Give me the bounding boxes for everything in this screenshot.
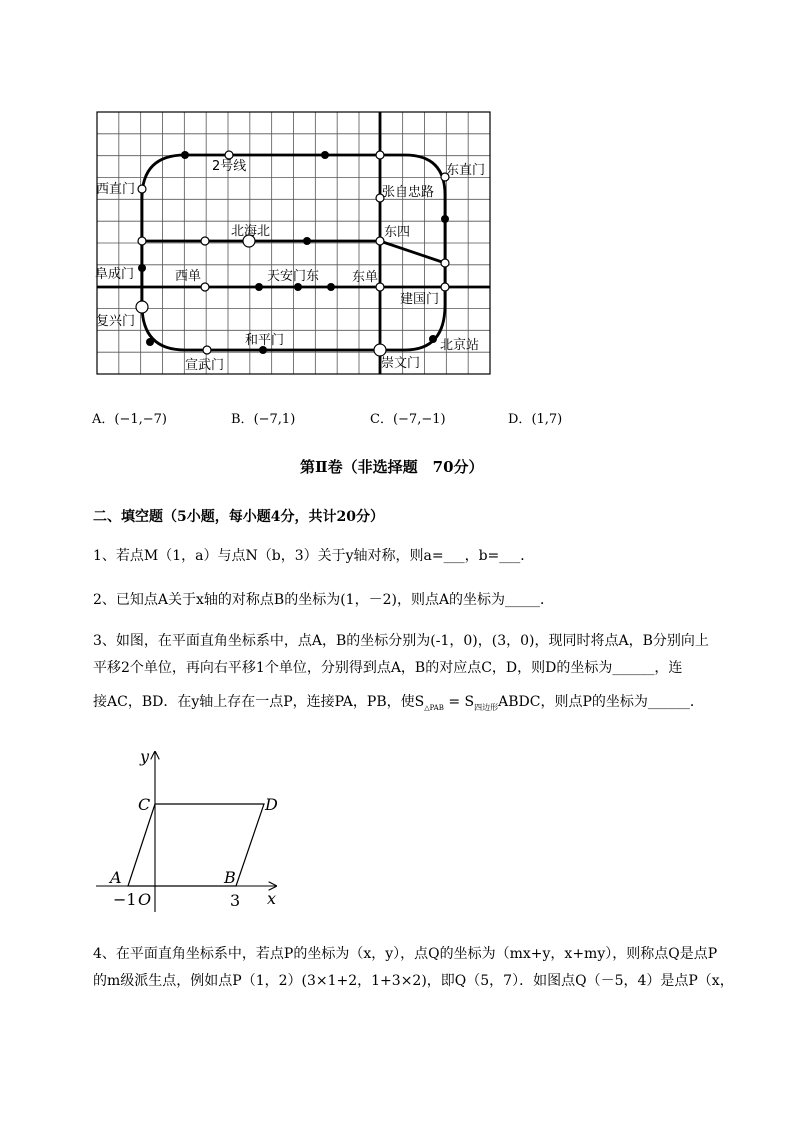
station-open xyxy=(441,259,449,267)
tick-3: 3 xyxy=(230,891,241,910)
point-B-label: B xyxy=(224,868,236,887)
label-fuxingmen: 复兴门 xyxy=(96,314,136,329)
station-fuxingmen xyxy=(136,301,148,313)
option-d xyxy=(508,408,562,427)
option-b xyxy=(231,408,295,427)
option-b-value: (−7,1) xyxy=(253,412,296,427)
coordinate-figure xyxy=(90,742,290,912)
question-1: 1、若点M（1，a）与点N（b，3）关于y轴对称，则a=___，b=___． xyxy=(93,548,535,564)
point-C-label: C xyxy=(138,795,151,814)
label-line2: 2号线 xyxy=(212,159,247,174)
parallelogram-ABDC xyxy=(128,804,264,886)
q3-sub-triangle: △PAB xyxy=(424,703,444,712)
q3-text-b: = S xyxy=(443,694,475,710)
part-title: 第Ⅱ卷（非选择题 70分） xyxy=(300,458,484,476)
label-tiananmendong: 天安门东 xyxy=(267,269,320,284)
station-dot xyxy=(303,237,311,245)
label-beijingzhan: 北京站 xyxy=(440,338,480,353)
label-jianguomen: 建国门 xyxy=(400,292,440,307)
station-dot xyxy=(146,338,154,346)
station-xizhimen xyxy=(138,185,146,193)
option-d-label: D． xyxy=(508,412,532,427)
label-xidan: 西单 xyxy=(175,269,202,284)
point-A-label: A xyxy=(110,868,122,887)
option-c-label: C． xyxy=(370,412,393,427)
label-xuanwumen: 宣武门 xyxy=(185,358,225,373)
station-open xyxy=(201,237,209,245)
option-c-value: (−7,−1) xyxy=(392,412,446,427)
station-beijingzhan xyxy=(429,335,437,343)
tick-neg1: −1 xyxy=(113,890,137,909)
subway-map-figure xyxy=(95,111,493,376)
point-D-label: D xyxy=(265,795,278,814)
station-xidan xyxy=(201,283,209,291)
station-fuchengmen xyxy=(138,264,146,272)
station-xuanwumen xyxy=(203,346,211,354)
option-a-label: A． xyxy=(92,412,115,427)
question-3-line-1: 3、如图，在平面直角坐标系中，点A，B的坐标分别为(-1，0)，(3，0)，现同时将点A，B分别向上 xyxy=(93,633,709,649)
question-3-line-3 xyxy=(93,692,704,718)
station-dot xyxy=(294,283,302,291)
question-4-line-2: 的m级派生点，例如点P（1，2）(3×1+2，1+3×2)，即Q（5，7）．如图点Q（－5，4）是点P（x， xyxy=(93,973,734,989)
station-dot xyxy=(181,151,189,159)
label-dongdan: 东单 xyxy=(352,270,379,285)
q3-sub-quad: 四边形 xyxy=(474,702,499,712)
question-3-line-2: 平移2个单位，再向右平移1个单位，分别得到点A，B的对应点C，D，则D的坐标为______，连 xyxy=(93,660,683,676)
station-dot xyxy=(441,215,449,223)
label-dongzhimen: 东直门 xyxy=(446,163,486,178)
option-a xyxy=(92,408,167,427)
label-hepingmen: 和平门 xyxy=(245,333,285,348)
station-jianguomen xyxy=(441,283,449,291)
label-beihaibei: 北海北 xyxy=(231,224,271,239)
line-6-ext xyxy=(380,241,445,263)
q3-text-c: ABDC，则点P的坐标为______． xyxy=(498,694,704,710)
question-2: 2、已知点A关于x轴的对称点B的坐标为(1，－2)，则点A的坐标为_____． xyxy=(93,592,555,608)
station-chongwenmen xyxy=(374,344,386,356)
station-open xyxy=(225,151,233,159)
station-open xyxy=(376,151,384,159)
label-zhangzizhonglu: 张自忠路 xyxy=(382,185,435,200)
label-chongwenmen: 崇文门 xyxy=(381,356,421,371)
station-dot xyxy=(321,151,329,159)
origin-label: O xyxy=(138,890,152,909)
station-dot xyxy=(327,283,335,291)
option-d-value: (1,7) xyxy=(531,412,563,427)
y-axis-label: y xyxy=(140,747,150,766)
label-fuchengmen: 阜成门 xyxy=(95,267,135,282)
station-open xyxy=(138,237,146,245)
option-b-label: B． xyxy=(231,412,254,427)
label-xizhimen: 西直门 xyxy=(96,182,136,197)
q3-text-a: 接AC，BD．在y轴上存在一点P，连接PA，PB，使S xyxy=(93,694,425,710)
station-dot xyxy=(255,283,263,291)
option-c xyxy=(370,408,446,427)
section-title: 二、填空题（5小题，每小题4分，共计20分） xyxy=(93,509,384,525)
label-dongsi: 东四 xyxy=(384,225,411,240)
question-4-line-1: 4、在平面直角坐标系中，若点P的坐标为（x，y），点Q的坐标为（mx+y，x+my），则称点Q是点P xyxy=(93,946,718,962)
station-dongsi xyxy=(376,237,384,245)
map-grid xyxy=(97,112,490,374)
option-a-value: (−1,−7) xyxy=(114,412,167,427)
x-axis-label: x xyxy=(267,889,277,908)
